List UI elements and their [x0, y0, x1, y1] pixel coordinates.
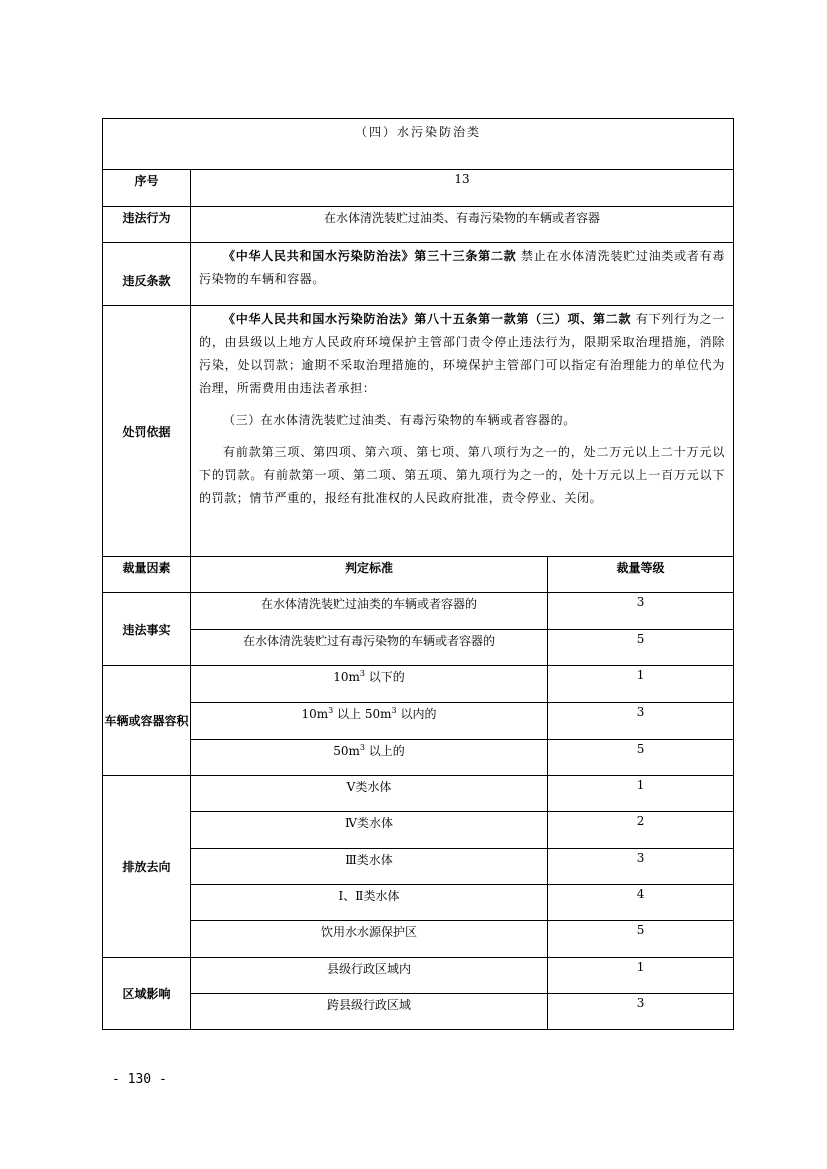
discretion-row	[103, 776, 734, 812]
header-factor: 裁量因素	[103, 557, 191, 593]
violation-value: 在水体清洗装贮过油类、有毒污染物的车辆或者容器	[191, 207, 734, 243]
level-cell: 5	[548, 921, 734, 958]
page-number: - 130 -	[112, 1072, 167, 1087]
volume-mid: 以上 50m	[333, 707, 392, 721]
discretion-row	[103, 740, 734, 776]
discretion-row	[103, 593, 734, 630]
volume-suffix: 以内的	[396, 707, 437, 721]
superscript: 3	[391, 706, 397, 715]
header-standard: 判定标准	[191, 557, 548, 593]
factor-container-volume: 车辆或容器容积	[103, 666, 191, 776]
level-cell: 3	[548, 593, 734, 630]
violation-label: 违法行为	[103, 207, 191, 243]
superscript: 3	[359, 743, 365, 752]
standard-cell	[191, 740, 548, 776]
penalty-para1: 有下列行为之一的，由县级以上地方人民政府环境保护主管部门责令停止违法行为，限期采取治理措施，消除污染，处以罚款；逾期不采取治理措施的，环境保护主管部门可以指定有治理能力的单位代为治理，所需费用由违法者承担：	[199, 312, 726, 395]
level-cell: 3	[548, 994, 734, 1030]
factor-regional-impact: 区域影响	[103, 958, 191, 1030]
clause-body: 禁止在水体清洗装贮过油类或者有毒污染物的车辆和容器。	[199, 249, 726, 286]
volume-value: 50m	[333, 744, 360, 758]
level-cell: 1	[548, 958, 734, 994]
standard-cell: Ⅰ、Ⅱ类水体	[191, 885, 548, 921]
superscript: 3	[328, 706, 334, 715]
discretion-row	[103, 958, 734, 994]
level-cell: 2	[548, 812, 734, 849]
volume-suffix: 以上的	[364, 744, 405, 758]
standard-cell: Ⅳ类水体	[191, 812, 548, 849]
penalty-para2: （三）在水体清洗装贮过油类、有毒污染物的车辆或者容器的。	[223, 413, 576, 427]
factor-discharge-destination: 排放去向	[103, 776, 191, 958]
discretion-row	[103, 849, 734, 885]
penalty-para3: 有前款第三项、第四项、第六项、第七项、第八项行为之一的，处二万元以上二十万元以下的罚款。有前款第一项、第二项、第五项、第九项行为之一的，处十万元以上一百万元以下的罚款；情节严重的，报经有批准权的人民政府批准，责令停业、关闭。	[199, 445, 726, 505]
standard-cell: 在水体清洗装贮过有毒污染物的车辆或者容器的	[191, 630, 548, 666]
penalty-basis-label: 处罚依据	[103, 306, 191, 557]
penalty-law-ref: 《中华人民共和国水污染防治法》第八十五条第一款第（三）项、第二款	[223, 312, 632, 326]
level-cell: 4	[548, 885, 734, 921]
standard-cell	[191, 666, 548, 703]
factor-violation-fact: 违法事实	[103, 593, 191, 666]
discretion-row	[103, 885, 734, 921]
standard-cell: 跨县级行政区域	[191, 994, 548, 1030]
level-cell: 1	[548, 776, 734, 812]
violation-row	[103, 207, 734, 243]
level-cell: 5	[548, 630, 734, 666]
clause-law-ref: 《中华人民共和国水污染防治法》第三十三条第二款	[223, 249, 517, 263]
standard-cell: 县级行政区域内	[191, 958, 548, 994]
standard-cell: Ⅴ类水体	[191, 776, 548, 812]
discretion-row	[103, 994, 734, 1030]
standard-cell: Ⅲ类水体	[191, 849, 548, 885]
level-cell: 3	[548, 849, 734, 885]
clause-row	[103, 243, 734, 306]
volume-value: 10m	[333, 670, 360, 684]
penalty-basis-text	[191, 306, 734, 557]
superscript: 3	[359, 669, 365, 678]
level-cell: 5	[548, 740, 734, 776]
serial-label: 序号	[103, 170, 191, 207]
volume-value: 10m	[301, 707, 329, 721]
clause-label: 违反条款	[103, 243, 191, 306]
standard-cell: 在水体清洗装贮过油类的车辆或者容器的	[191, 593, 548, 630]
discretion-row	[103, 812, 734, 849]
serial-value: 13	[191, 170, 734, 207]
level-cell: 3	[548, 703, 734, 740]
header-level: 裁量等级	[548, 557, 734, 593]
section-title: （四）水污染防治类	[103, 119, 734, 170]
volume-suffix: 以下的	[364, 670, 405, 684]
discretion-row	[103, 630, 734, 666]
penalty-discretion-table	[102, 118, 734, 1030]
standard-cell	[191, 703, 548, 740]
level-cell: 1	[548, 666, 734, 703]
discretion-row	[103, 666, 734, 703]
clause-text	[191, 243, 734, 306]
serial-row	[103, 170, 734, 207]
discretion-row	[103, 703, 734, 740]
penalty-basis-row	[103, 306, 734, 557]
discretion-header-row	[103, 557, 734, 593]
discretion-row	[103, 921, 734, 958]
standard-cell: 饮用水水源保护区	[191, 921, 548, 958]
